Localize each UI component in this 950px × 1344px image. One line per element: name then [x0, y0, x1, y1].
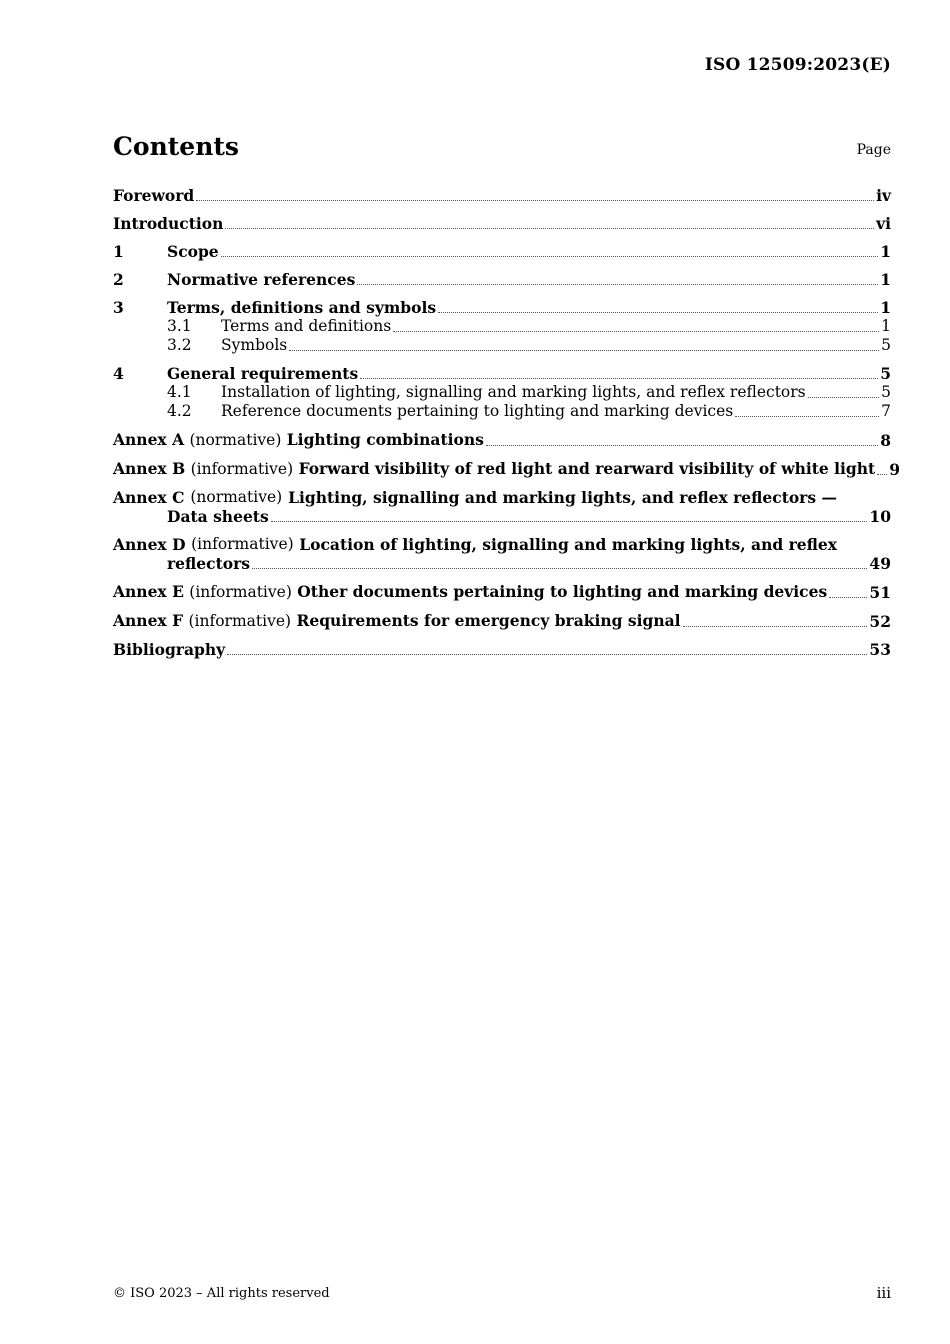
section-number: 1: [113, 242, 124, 261]
toc-entry-title: Scope: [167, 242, 219, 261]
dot-leader: [360, 377, 878, 379]
table-of-contents: [113, 186, 900, 659]
toc-entry-page: 1: [880, 270, 891, 289]
toc-entry-title: Reference documents pertaining to lighting and marking devices: [221, 402, 734, 420]
toc-entry-title: Normative references: [167, 270, 356, 289]
subsection-number: 4.1: [167, 383, 192, 401]
toc-entry-section-4[interactable]: [113, 364, 891, 383]
dot-leader: [683, 625, 868, 627]
toc-entry-subsection-4-1[interactable]: [113, 383, 891, 402]
annex-title-line-1: Lighting, signalling and marking lights, and reflex reflectors —: [288, 488, 837, 507]
annex-title: Requirements for emergency braking signal: [296, 611, 681, 630]
toc-entry-page: 49: [869, 554, 891, 573]
annex-title: Lighting combinations: [286, 430, 484, 449]
section-number: 4: [113, 364, 124, 383]
dot-leader: [227, 653, 867, 655]
toc-entry-title: Terms, definitions and symbols: [167, 298, 437, 317]
toc-entry-annex-e[interactable]: [113, 582, 891, 602]
contents-title: Contents: [113, 132, 240, 161]
dot-leader: [225, 227, 874, 229]
subsection-number: 4.2: [167, 402, 192, 420]
toc-entry-title: Symbols: [221, 336, 288, 354]
toc-entry-annex-c[interactable]: [113, 488, 891, 526]
dot-leader: [271, 520, 868, 522]
toc-entry-title: Installation of lighting, signalling and marking lights, and reflex reflectors: [221, 383, 806, 401]
annex-label: Annex E: [113, 582, 184, 601]
toc-entry-title: Foreword: [113, 186, 195, 205]
dot-leader: [735, 415, 879, 417]
toc-entry-title: Bibliography: [113, 640, 226, 659]
annex-label: Annex A: [113, 430, 185, 449]
toc-entry-page: 5: [881, 383, 891, 401]
dot-leader: [486, 444, 878, 446]
annex-type: (informative): [190, 460, 294, 478]
toc-entry-page: 1: [880, 242, 891, 261]
dot-leader: [808, 396, 879, 398]
subsection-number: 3.2: [167, 336, 192, 354]
annex-label: Annex B: [113, 459, 186, 478]
annex-title-line-1: Location of lighting, signalling and marking lights, and reflex: [299, 535, 837, 554]
subsection-number: 3.1: [167, 317, 192, 335]
toc-entry-section-1[interactable]: [113, 242, 891, 261]
annex-line-2: [113, 554, 891, 573]
page-column-label: Page: [856, 142, 891, 158]
toc-entry-introduction[interactable]: [113, 214, 891, 233]
annex-title: Forward visibility of red light and rearward visibility of white light: [298, 459, 876, 478]
annex-title-line-2: reflectors: [167, 554, 250, 573]
annex-type: (normative): [190, 488, 283, 506]
annex-title-line-2: Data sheets: [167, 507, 269, 526]
dot-leader: [289, 349, 879, 351]
toc-entry-annex-b[interactable]: [113, 459, 900, 479]
dot-leader: [829, 596, 867, 598]
toc-entry-page: 7: [881, 402, 891, 420]
section-number: 2: [113, 270, 124, 289]
section-number: 3: [113, 298, 124, 317]
toc-entry-section-2[interactable]: [113, 270, 891, 289]
dot-leader: [196, 199, 874, 201]
toc-entry-page: iv: [876, 186, 891, 205]
toc-entry-title: Terms and definitions: [221, 317, 392, 335]
toc-entry-subsection-3-2[interactable]: [113, 336, 891, 355]
toc-entry-page: 1: [881, 317, 891, 335]
toc-entry-subsection-3-1[interactable]: [113, 317, 891, 336]
annex-line-1: [113, 488, 837, 507]
annex-label: Annex C: [113, 488, 185, 507]
dot-leader: [221, 255, 879, 257]
toc-entry-title: General requirements: [167, 364, 359, 383]
toc-entry-annex-f[interactable]: [113, 611, 891, 631]
dot-leader: [252, 567, 867, 569]
annex-label: Annex D: [113, 535, 186, 554]
toc-entry-page: 9: [889, 460, 900, 479]
toc-entry-page: 5: [880, 364, 891, 383]
annex-label: Annex F: [113, 611, 184, 630]
toc-entry-title: [113, 611, 683, 631]
standard-id: ISO 12509:2023(E): [704, 55, 891, 75]
annex-line-2: [113, 507, 891, 526]
annex-type: (normative): [189, 431, 282, 449]
annex-type: (informative): [188, 612, 292, 630]
toc-entry-page: vi: [876, 214, 891, 233]
toc-entry-annex-d[interactable]: [113, 535, 891, 573]
page-number: iii: [876, 1284, 891, 1302]
toc-entry-page: 52: [869, 612, 891, 631]
dot-leader: [877, 473, 887, 475]
dot-leader: [393, 330, 879, 332]
toc-entry-title: Introduction: [113, 214, 224, 233]
toc-entry-page: 53: [869, 640, 891, 659]
toc-entry-title: [113, 582, 829, 602]
toc-entry-bibliography[interactable]: [113, 640, 891, 659]
toc-entry-section-3[interactable]: [113, 298, 891, 317]
copyright-notice: © ISO 2023 – All rights reserved: [113, 1286, 330, 1301]
toc-entry-page: 1: [880, 298, 891, 317]
annex-line-1: [113, 535, 837, 554]
annex-type: (informative): [191, 535, 294, 553]
toc-entry-subsection-4-2[interactable]: [113, 402, 891, 421]
dot-leader: [438, 311, 878, 313]
annex-title: Other documents pertaining to lighting and marking devices: [297, 582, 828, 601]
toc-entry-page: 10: [869, 507, 891, 526]
toc-entry-annex-a[interactable]: [113, 430, 891, 450]
toc-entry-title: [113, 430, 486, 450]
toc-entry-page: 5: [881, 336, 891, 354]
toc-entry-foreword[interactable]: [113, 186, 891, 205]
toc-entry-title: [113, 459, 877, 479]
annex-type: (informative): [189, 583, 292, 601]
toc-entry-page: 8: [880, 431, 891, 450]
dot-leader: [357, 283, 878, 285]
toc-entry-page: 51: [869, 583, 891, 602]
